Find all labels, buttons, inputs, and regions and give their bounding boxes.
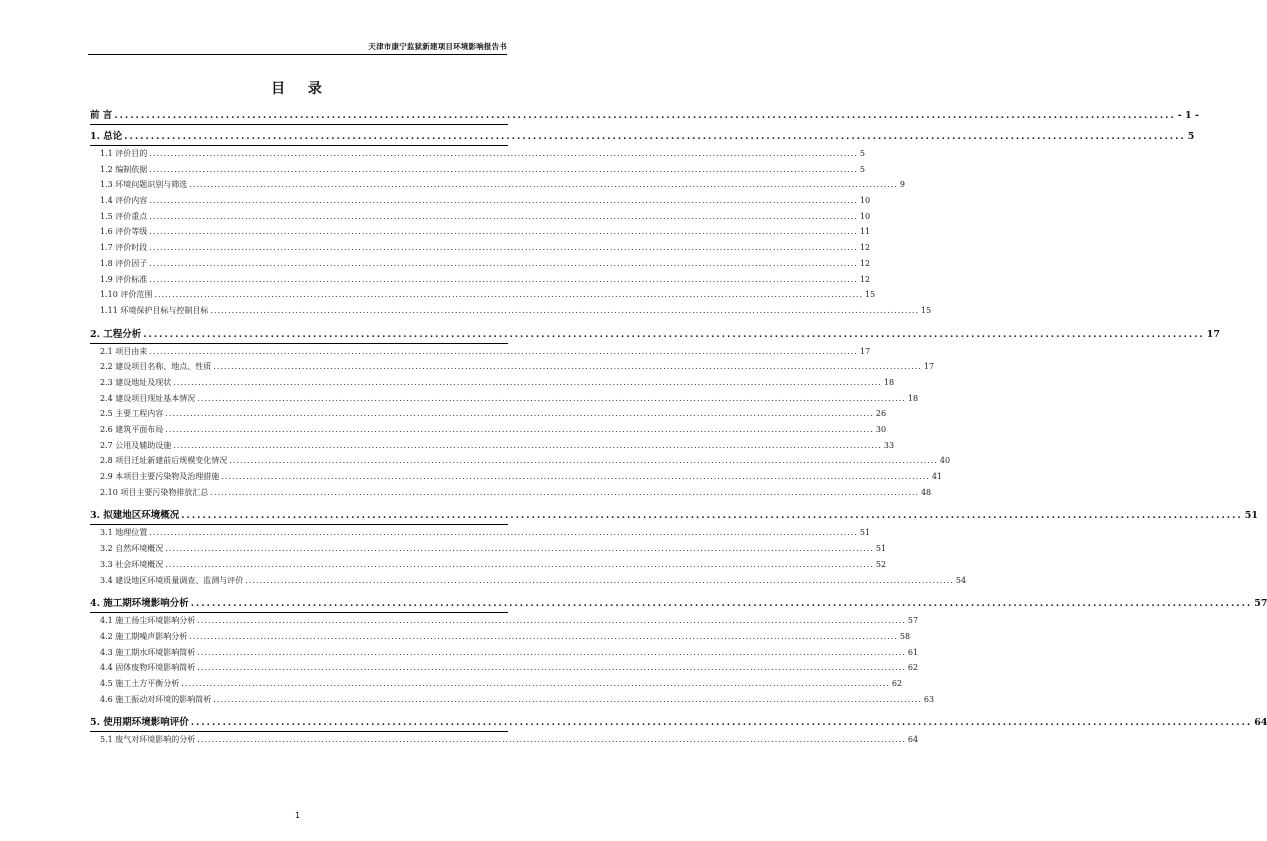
toc-section-entry[interactable] xyxy=(90,557,887,573)
toc-dot-leader: ........................................................................................................................................................................................................ xyxy=(213,694,922,704)
toc-entry-label: 2.4 建设项目现址基本情况 xyxy=(100,393,196,403)
toc-entry-label: 4.3 施工期水环境影响简析 xyxy=(100,647,196,657)
toc-entry-page: 40 xyxy=(939,456,951,466)
toc-entry-label: 3. 拟建地区环境概况 xyxy=(90,510,180,522)
toc-entry-label: 1.3 环境问题识别与筛选 xyxy=(100,180,188,190)
toc-entry-label: 2.6 建筑平面布局 xyxy=(100,425,164,434)
toc-entry-label: 3.1 地理位置 xyxy=(100,528,148,538)
toc-entry-label: 5. 使用期环境影响评价 xyxy=(90,717,189,729)
toc-section-entry[interactable] xyxy=(90,469,943,485)
toc-entry-page: 61 xyxy=(907,647,919,657)
running-header xyxy=(88,40,507,55)
toc-section-entry[interactable] xyxy=(90,485,932,501)
toc-dot-leader: ........................................................................................................................................................................................................ xyxy=(213,362,922,372)
toc-entry-label: 2.1 项目由来 xyxy=(100,346,148,356)
toc-dot-leader: ........................................................................................................................................................................................................ xyxy=(181,678,890,688)
page-number: 1 xyxy=(294,811,301,820)
toc-dot-leader: ........................................................................................................................................................................................................ xyxy=(149,258,858,268)
toc-section-entry[interactable] xyxy=(90,438,895,454)
toc-entry-page: 52 xyxy=(875,559,887,569)
toc-section-entry[interactable] xyxy=(90,732,919,748)
toc-entry-page: - 1 - xyxy=(1177,110,1199,121)
toc-dot-leader: ........................................................................................................................................................................................................ xyxy=(245,575,954,585)
toc-entry-page: 26 xyxy=(875,409,887,419)
toc-dot-leader: ........................................................................................................................................................................................................ xyxy=(173,377,882,387)
toc-dot-leader: ........................................................................................................................................................................................................ xyxy=(149,274,858,284)
toc-section-entry[interactable] xyxy=(90,645,919,661)
toc-entry-label: 2.5 主要工程内容 xyxy=(100,409,164,419)
toc-entry-page: 57 xyxy=(1254,598,1267,610)
toc-entry-page: 51 xyxy=(1244,510,1258,522)
table-of-contents xyxy=(90,104,1267,752)
toc-entry-label: 1. 总论 xyxy=(90,131,123,142)
toc-dot-leader: ........................................................................................................................................................................................................ xyxy=(197,616,906,626)
toc-section-entry[interactable] xyxy=(90,359,935,375)
header-title: 天津市康宁监狱新建项目环境影响报告书 xyxy=(368,42,507,51)
toc-entry-label: 2.9 本项目主要污染物及治理措施 xyxy=(100,472,220,482)
toc-dot-leader: ........................................................................................................................................................................................................ xyxy=(165,409,874,419)
toc-dot-leader: ........................................................................................................................................................................................................ xyxy=(210,305,919,315)
toc-section-entry[interactable] xyxy=(90,375,895,391)
toc-entry-label: 3.2 自然环境概况 xyxy=(100,544,164,554)
toc-section-entry[interactable] xyxy=(90,256,871,272)
toc-dot-leader: ........................................................................................................................................................................................................ xyxy=(149,211,858,221)
toc-entry-page: 58 xyxy=(899,631,911,641)
toc-entry-page: 18 xyxy=(907,393,919,403)
toc-entry-label: 2.2 建设项目名称、地点、性质 xyxy=(100,362,212,372)
toc-chapter-entry[interactable] xyxy=(90,328,1220,344)
toc-section-entry[interactable] xyxy=(90,692,935,708)
toc-entry-page: 62 xyxy=(907,663,919,673)
toc-entry-page: 12 xyxy=(859,258,871,268)
toc-entry-label: 4.4 固体废物环境影响简析 xyxy=(100,663,196,673)
toc-dot-leader: ........................................................................................................................................................................................................ xyxy=(165,425,874,434)
toc-section-entry[interactable] xyxy=(90,406,887,422)
toc-entry-page: 51 xyxy=(859,528,871,538)
toc-entry-page: 10 xyxy=(859,211,871,221)
toc-entry-page: 51 xyxy=(875,544,887,554)
toc-entry-page: 33 xyxy=(883,440,895,450)
toc-dot-leader: ........................................................................................................................................................................................................ xyxy=(210,487,919,497)
toc-entry-label: 2.7 公用及辅助设施 xyxy=(100,440,172,450)
toc-section-entry[interactable] xyxy=(90,676,903,692)
toc-entry-page: 12 xyxy=(859,243,871,253)
toc-entry-page: 41 xyxy=(931,472,943,482)
toc-entry-page: 5 xyxy=(859,164,865,174)
toc-entry-label: 4. 施工期环境影响分析 xyxy=(90,598,189,610)
toc-dot-leader: ........................................................................................................................................................................................................ xyxy=(181,510,1243,522)
toc-entry-label: 1.5 评价重点 xyxy=(100,211,148,221)
toc-entry-label: 前 言 xyxy=(90,110,113,121)
page-title: 目 录 xyxy=(271,81,324,97)
toc-chapter-entry[interactable] xyxy=(90,597,1267,613)
toc-dot-leader: ........................................................................................................................................................................................................ xyxy=(197,735,906,745)
toc-entry-label: 1.1 评价目的 xyxy=(100,149,148,158)
toc-dot-leader: ........................................................................................................................................................................................................ xyxy=(190,598,1253,610)
toc-dot-leader: ........................................................................................................................................................................................................ xyxy=(124,131,1186,142)
toc-dot-leader: ........................................................................................................................................................................................................ xyxy=(197,663,906,673)
toc-dot-leader: ........................................................................................................................................................................................................ xyxy=(197,647,906,657)
toc-entry-label: 1.6 评价等级 xyxy=(100,227,148,237)
toc-chapter-entry[interactable] xyxy=(90,716,1267,732)
toc-entry-page: 54 xyxy=(955,575,967,585)
toc-section-entry[interactable] xyxy=(90,660,919,676)
toc-dot-leader: ........................................................................................................................................................................................................ xyxy=(221,472,930,482)
toc-dot-leader: ........................................................................................................................................................................................................ xyxy=(149,243,858,253)
toc-chapter-entry[interactable] xyxy=(90,130,1195,146)
toc-dot-leader: ........................................................................................................................................................................................................ xyxy=(229,456,938,466)
toc-section-entry[interactable] xyxy=(90,272,871,288)
toc-entry-label: 1.7 评价时段 xyxy=(100,243,148,253)
toc-entry-label: 3.4 建设地区环境质量调查、监测与评价 xyxy=(100,575,244,585)
toc-dot-leader: ........................................................................................................................................................................................................ xyxy=(149,227,858,237)
toc-section-entry[interactable] xyxy=(90,287,876,303)
toc-section-entry[interactable] xyxy=(90,240,871,256)
toc-section-entry[interactable] xyxy=(90,391,919,407)
toc-entry-label: 4.1 施工扬尘环境影响分析 xyxy=(100,616,196,626)
toc-section-entry[interactable] xyxy=(90,573,967,589)
toc-entry-page: 12 xyxy=(859,274,871,284)
toc-entry-page: 5 xyxy=(1187,131,1195,142)
toc-entry-page: 64 xyxy=(907,735,919,745)
toc-dot-leader: ........................................................................................................................................................................................................ xyxy=(173,440,882,450)
toc-section-entry[interactable] xyxy=(90,613,919,629)
toc-entry-page: 62 xyxy=(891,678,903,688)
toc-entry-page: 9 xyxy=(899,180,905,190)
toc-dot-leader: ........................................................................................................................................................................................................ xyxy=(189,631,898,641)
toc-section-entry[interactable] xyxy=(90,525,871,541)
toc-dot-leader: ........................................................................................................................................................................................................ xyxy=(149,149,858,158)
toc-entry-label: 1.10 评价范围 xyxy=(100,290,153,300)
toc-dot-leader: ........................................................................................................................................................................................................ xyxy=(114,110,1176,121)
toc-entry-page: 10 xyxy=(859,196,871,206)
toc-entry-page: 15 xyxy=(864,290,876,300)
toc-entry-label: 1.2 编制依据 xyxy=(100,164,148,174)
toc-dot-leader: ........................................................................................................................................................................................................ xyxy=(149,164,858,174)
toc-entry-page: 63 xyxy=(923,694,935,704)
toc-dot-leader: ........................................................................................................................................................................................................ xyxy=(149,196,858,206)
toc-entry-label: 4.5 施工土方平衡分析 xyxy=(100,678,180,688)
toc-entry-label: 1.4 评价内容 xyxy=(100,196,148,206)
toc-entry-label: 2.10 项目主要污染物排放汇总 xyxy=(100,487,209,497)
toc-section-entry[interactable] xyxy=(90,541,887,557)
toc-entry-page: 11 xyxy=(859,227,871,237)
toc-section-entry[interactable] xyxy=(90,162,865,178)
toc-section-entry[interactable] xyxy=(90,146,865,162)
toc-entry-label: 4.2 施工期噪声影响分析 xyxy=(100,631,188,641)
toc-dot-leader: ........................................................................................................................................................................................................ xyxy=(149,528,858,538)
toc-section-entry[interactable] xyxy=(90,193,871,209)
toc-entry-label: 1.9 评价标准 xyxy=(100,274,148,284)
toc-section-entry[interactable] xyxy=(90,453,951,469)
toc-dot-leader: ........................................................................................................................................................................................................ xyxy=(143,328,1205,340)
toc-entry-label: 5.1 废气对环境影响的分析 xyxy=(100,735,196,745)
toc-dot-leader: ........................................................................................................................................................................................................ xyxy=(154,290,863,300)
toc-entry-page: 30 xyxy=(875,425,887,434)
toc-section-entry[interactable] xyxy=(90,422,887,438)
toc-dot-leader: ........................................................................................................................................................................................................ xyxy=(190,717,1253,729)
toc-chapter-entry[interactable] xyxy=(90,109,1199,125)
toc-dot-leader: ........................................................................................................................................................................................................ xyxy=(165,559,874,569)
toc-dot-leader: ........................................................................................................................................................................................................ xyxy=(197,393,906,403)
toc-entry-label: 3.3 社会环境概况 xyxy=(100,559,164,569)
toc-entry-label: 1.11 环境保护目标与控制目标 xyxy=(100,305,209,315)
toc-entry-page: 15 xyxy=(920,305,932,315)
toc-entry-page: 48 xyxy=(920,487,932,497)
toc-entry-label: 1.8 评价因子 xyxy=(100,258,148,268)
toc-entry-page: 5 xyxy=(859,149,865,158)
toc-section-entry[interactable] xyxy=(90,177,905,193)
toc-chapter-entry[interactable] xyxy=(90,509,1258,525)
toc-dot-leader: ........................................................................................................................................................................................................ xyxy=(149,346,858,356)
toc-section-entry[interactable] xyxy=(90,629,911,645)
toc-section-entry[interactable] xyxy=(90,209,871,225)
toc-entry-page: 57 xyxy=(907,616,919,626)
toc-section-entry[interactable] xyxy=(90,224,871,240)
toc-dot-leader: ........................................................................................................................................................................................................ xyxy=(165,544,874,554)
toc-entry-page: 17 xyxy=(1206,328,1220,340)
toc-entry-label: 4.6 施工振动对环境的影响简析 xyxy=(100,694,212,704)
toc-entry-label: 2.3 建设地址及现状 xyxy=(100,377,172,387)
toc-entry-page: 17 xyxy=(923,362,935,372)
toc-section-entry[interactable] xyxy=(90,344,871,360)
toc-entry-label: 2.8 项目迁址新建前后规模变化情况 xyxy=(100,456,228,466)
toc-dot-leader: ........................................................................................................................................................................................................ xyxy=(189,180,898,190)
toc-section-entry[interactable] xyxy=(90,303,932,319)
toc-entry-label: 2. 工程分析 xyxy=(90,328,142,340)
toc-entry-page: 17 xyxy=(859,346,871,356)
toc-entry-page: 18 xyxy=(883,377,895,387)
toc-entry-page: 64 xyxy=(1254,717,1267,729)
